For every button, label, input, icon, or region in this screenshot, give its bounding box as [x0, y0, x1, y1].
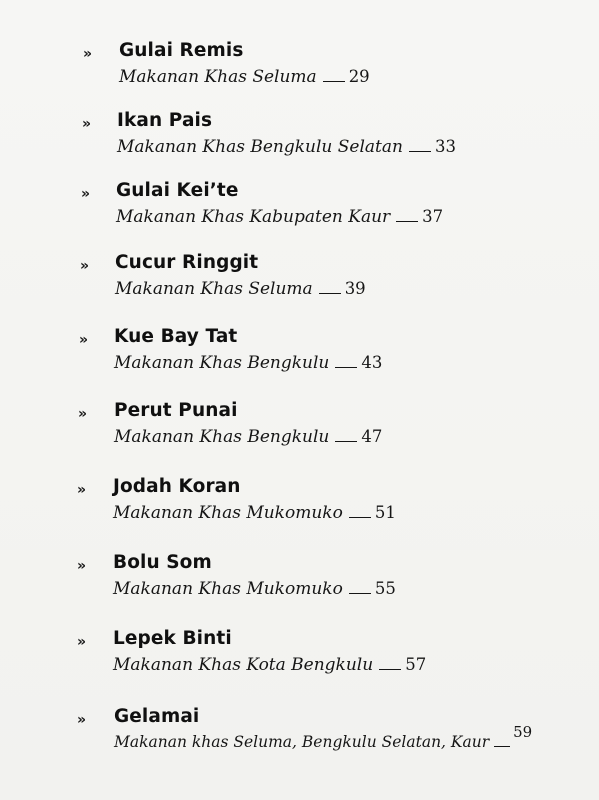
leader-line — [494, 746, 510, 747]
toc-entry — [0, 554, 599, 614]
entry-subtitle: Makanan Khas Bengkulu Selatan — [117, 137, 403, 157]
leader-line — [396, 221, 418, 222]
toc-entry — [0, 630, 599, 690]
toc-entry — [0, 112, 599, 172]
toc-entry — [0, 708, 599, 768]
entry-title: Gelamai — [114, 706, 200, 727]
entry-page-number: 55 — [374, 579, 396, 598]
leader-line — [335, 441, 357, 442]
toc-entry — [0, 328, 599, 388]
leader-line — [319, 293, 341, 294]
entry-page-number: 29 — [348, 67, 370, 86]
bullet-marker: » — [77, 634, 87, 650]
entry-subtitle-line — [113, 579, 396, 599]
entry-page-number: 33 — [434, 137, 456, 156]
entry-subtitle-line — [114, 427, 382, 447]
entry-title: Kue Bay Tat — [114, 326, 238, 347]
toc-entry — [0, 254, 599, 314]
entry-subtitle: Makanan Khas Mukomuko — [113, 579, 343, 599]
bullet-marker: » — [82, 116, 92, 132]
entry-subtitle-line — [113, 503, 396, 523]
toc-entry — [0, 182, 599, 242]
entry-title: Bolu Som — [113, 552, 212, 573]
bullet-marker: » — [79, 332, 89, 348]
entry-page-number: 47 — [361, 427, 383, 446]
bullet-marker: » — [83, 46, 93, 62]
entry-subtitle: Makanan Khas Kota Bengkulu — [113, 655, 374, 675]
entry-subtitle-line — [114, 723, 533, 751]
entry-subtitle-line — [119, 67, 370, 87]
entry-page-number: 59 — [513, 723, 533, 741]
bullet-marker: » — [80, 258, 90, 274]
toc-entry — [0, 402, 599, 462]
leader-line — [409, 151, 431, 152]
entry-title: Gulai Remis — [119, 40, 244, 61]
entry-page-number: 51 — [374, 503, 396, 522]
entry-title: Perut Punai — [114, 400, 238, 421]
leader-line — [323, 81, 345, 82]
entry-subtitle-line — [114, 353, 382, 373]
leader-line — [335, 367, 357, 368]
leader-line — [379, 669, 401, 670]
toc-entry — [0, 42, 599, 102]
entry-subtitle: Makanan Khas Bengkulu — [114, 353, 330, 373]
toc-entry — [0, 478, 599, 538]
entry-subtitle-line — [116, 207, 443, 227]
entry-title: Ikan Pais — [117, 110, 213, 131]
entry-subtitle: Makanan Khas Kabupaten Kaur — [116, 207, 391, 227]
entry-subtitle: Makanan Khas Seluma — [115, 279, 313, 299]
entry-page-number: 39 — [344, 279, 366, 298]
entry-page-number: 43 — [361, 353, 383, 372]
bullet-marker: » — [77, 482, 87, 498]
entry-page-number: 57 — [405, 655, 427, 674]
entry-title: Jodah Koran — [113, 476, 241, 497]
leader-line — [349, 517, 371, 518]
entry-title: Cucur Ringgit — [115, 252, 259, 273]
bullet-marker: » — [78, 406, 88, 422]
leader-line — [349, 593, 371, 594]
entry-subtitle-line — [113, 655, 426, 675]
entry-title: Lepek Binti — [113, 628, 232, 649]
entry-subtitle-line — [115, 279, 366, 299]
entry-subtitle-line — [117, 137, 456, 157]
entry-subtitle: Makanan Khas Seluma — [119, 67, 317, 87]
entry-subtitle: Makanan Khas Mukomuko — [113, 503, 343, 523]
entry-title: Gulai Kei’te — [116, 180, 239, 201]
entry-subtitle: Makanan Khas Bengkulu — [114, 427, 330, 447]
bullet-marker: » — [77, 712, 87, 728]
entry-subtitle: Makanan khas Seluma, Bengkulu Selatan, Kaur — [114, 733, 490, 751]
bullet-marker: » — [81, 186, 91, 202]
entry-page-number: 37 — [422, 207, 444, 226]
bullet-marker: » — [77, 558, 87, 574]
